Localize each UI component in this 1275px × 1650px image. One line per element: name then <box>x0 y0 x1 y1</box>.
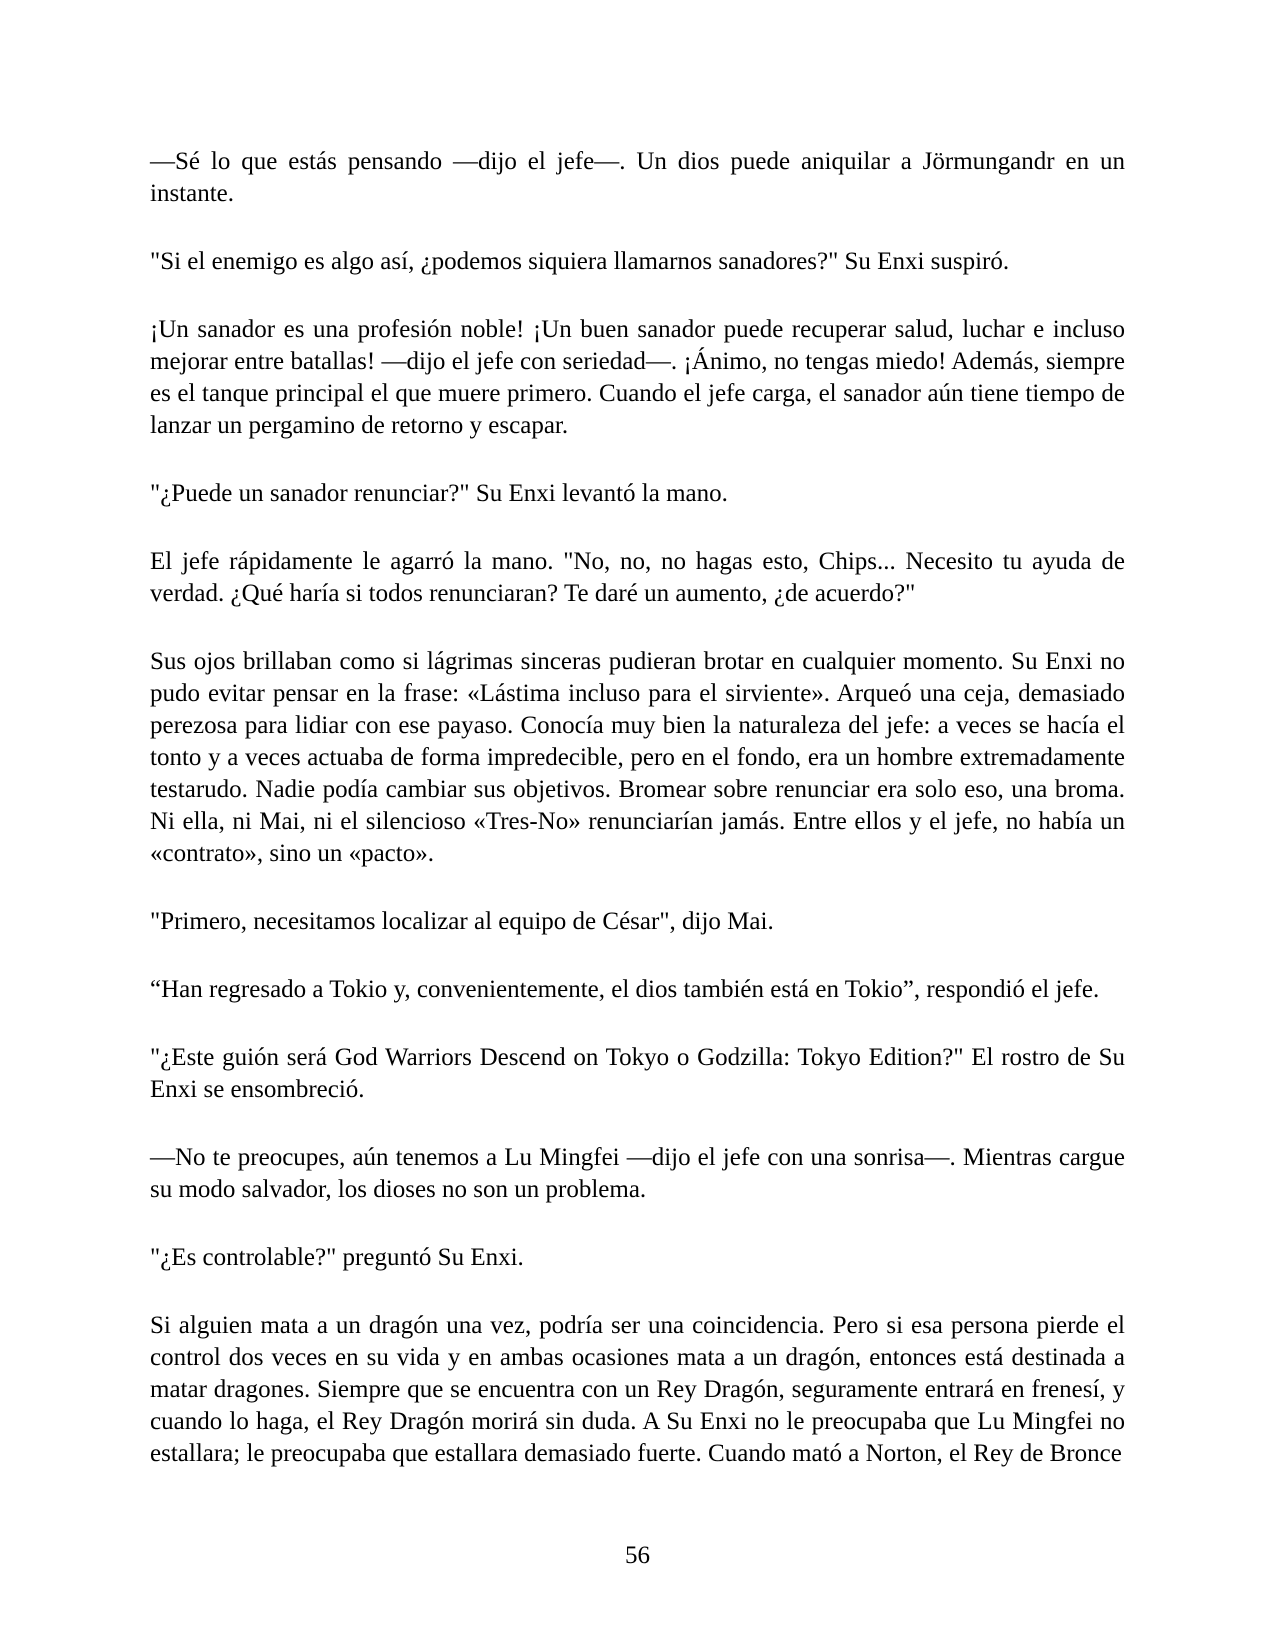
paragraph: Si alguien mata a un dragón una vez, podría ser una coincidencia. Pero si esa persona pierde el control dos veces en su vida y en ambas ocasiones mata a un dragón, entonces está destinada a matar dragones. Siempre que se encuentra con un Rey Dragón, seguramente entrará en frenesí, y cuando lo haga, el Rey Dragón morirá sin duda. A Su Enxi no le preocupaba que Lu Mingfei no estallara; le preocupaba que estallara demasiado fuerte. Cuando mató a Norton, el Rey de Bronce <box>150 1312 1125 1467</box>
paragraph: Sus ojos brillaban como si lágrimas sinceras pudieran brotar en cualquier momento. Su Enxi no pudo evitar pensar en la frase: «Lástima incluso para el sirviente». Arqueó una ceja, demasiado perezosa para lidiar con ese payaso. Conocía muy bien la naturaleza del jefe: a veces se hacía el tonto y a veces actuaba de forma impredecible, pero en el fondo, era un hombre extremadamente testarudo. Nadie podía cambiar sus objetivos. Bromear sobre renunciar era solo eso, una broma. Ni ella, ni Mai, ni el silencioso «Tres-No» renunciarían jamás. Entre ellos y el jefe, no había un «contrato», sino un «pacto». <box>150 648 1125 867</box>
paragraph: “Han regresado a Tokio y, convenientemente, el dios también está en Tokio”, respondió el jefe. <box>150 976 1100 1003</box>
paragraph: "Primero, necesitamos localizar al equipo de César", dijo Mai. <box>150 908 774 935</box>
paragraph: ¡Un sanador es una profesión noble! ¡Un buen sanador puede recuperar salud, luchar e incluso mejorar entre batallas! —dijo el jefe con seriedad—. ¡Ánimo, no tengas miedo! Además, siempre es el tanque principal el que muere primero. Cuando el jefe carga, el sanador aún tiene tiempo de lanzar un pergamino de retorno y escapar. <box>150 316 1125 439</box>
paragraph: "¿Puede un sanador renunciar?" Su Enxi levantó la mano. <box>150 480 728 507</box>
paragraph: "Si el enemigo es algo así, ¿podemos siquiera llamarnos sanadores?" Su Enxi suspiró. <box>150 248 1010 275</box>
paragraph: "¿Este guión será God Warriors Descend on Tokyo o Godzilla: Tokyo Edition?" El rostro de Su Enxi se ensombreció. <box>150 1044 1125 1103</box>
paragraph: —Sé lo que estás pensando —dijo el jefe—. Un dios puede aniquilar a Jörmungandr en un instante. <box>150 148 1125 207</box>
paragraph: "¿Es controlable?" preguntó Su Enxi. <box>150 1244 524 1271</box>
paragraph: El jefe rápidamente le agarró la mano. "No, no, no hagas esto, Chips... Necesito tu ayuda de verdad. ¿Qué haría si todos renunciaran? Te daré un aumento, ¿de acuerdo?" <box>150 548 1125 607</box>
paragraph: —No te preocupes, aún tenemos a Lu Mingfei —dijo el jefe con una sonrisa—. Mientras cargue su modo salvador, los dioses no son un problema. <box>150 1144 1125 1203</box>
page-body-text <box>150 146 1125 1506</box>
page-number: 56 <box>625 1542 650 1569</box>
